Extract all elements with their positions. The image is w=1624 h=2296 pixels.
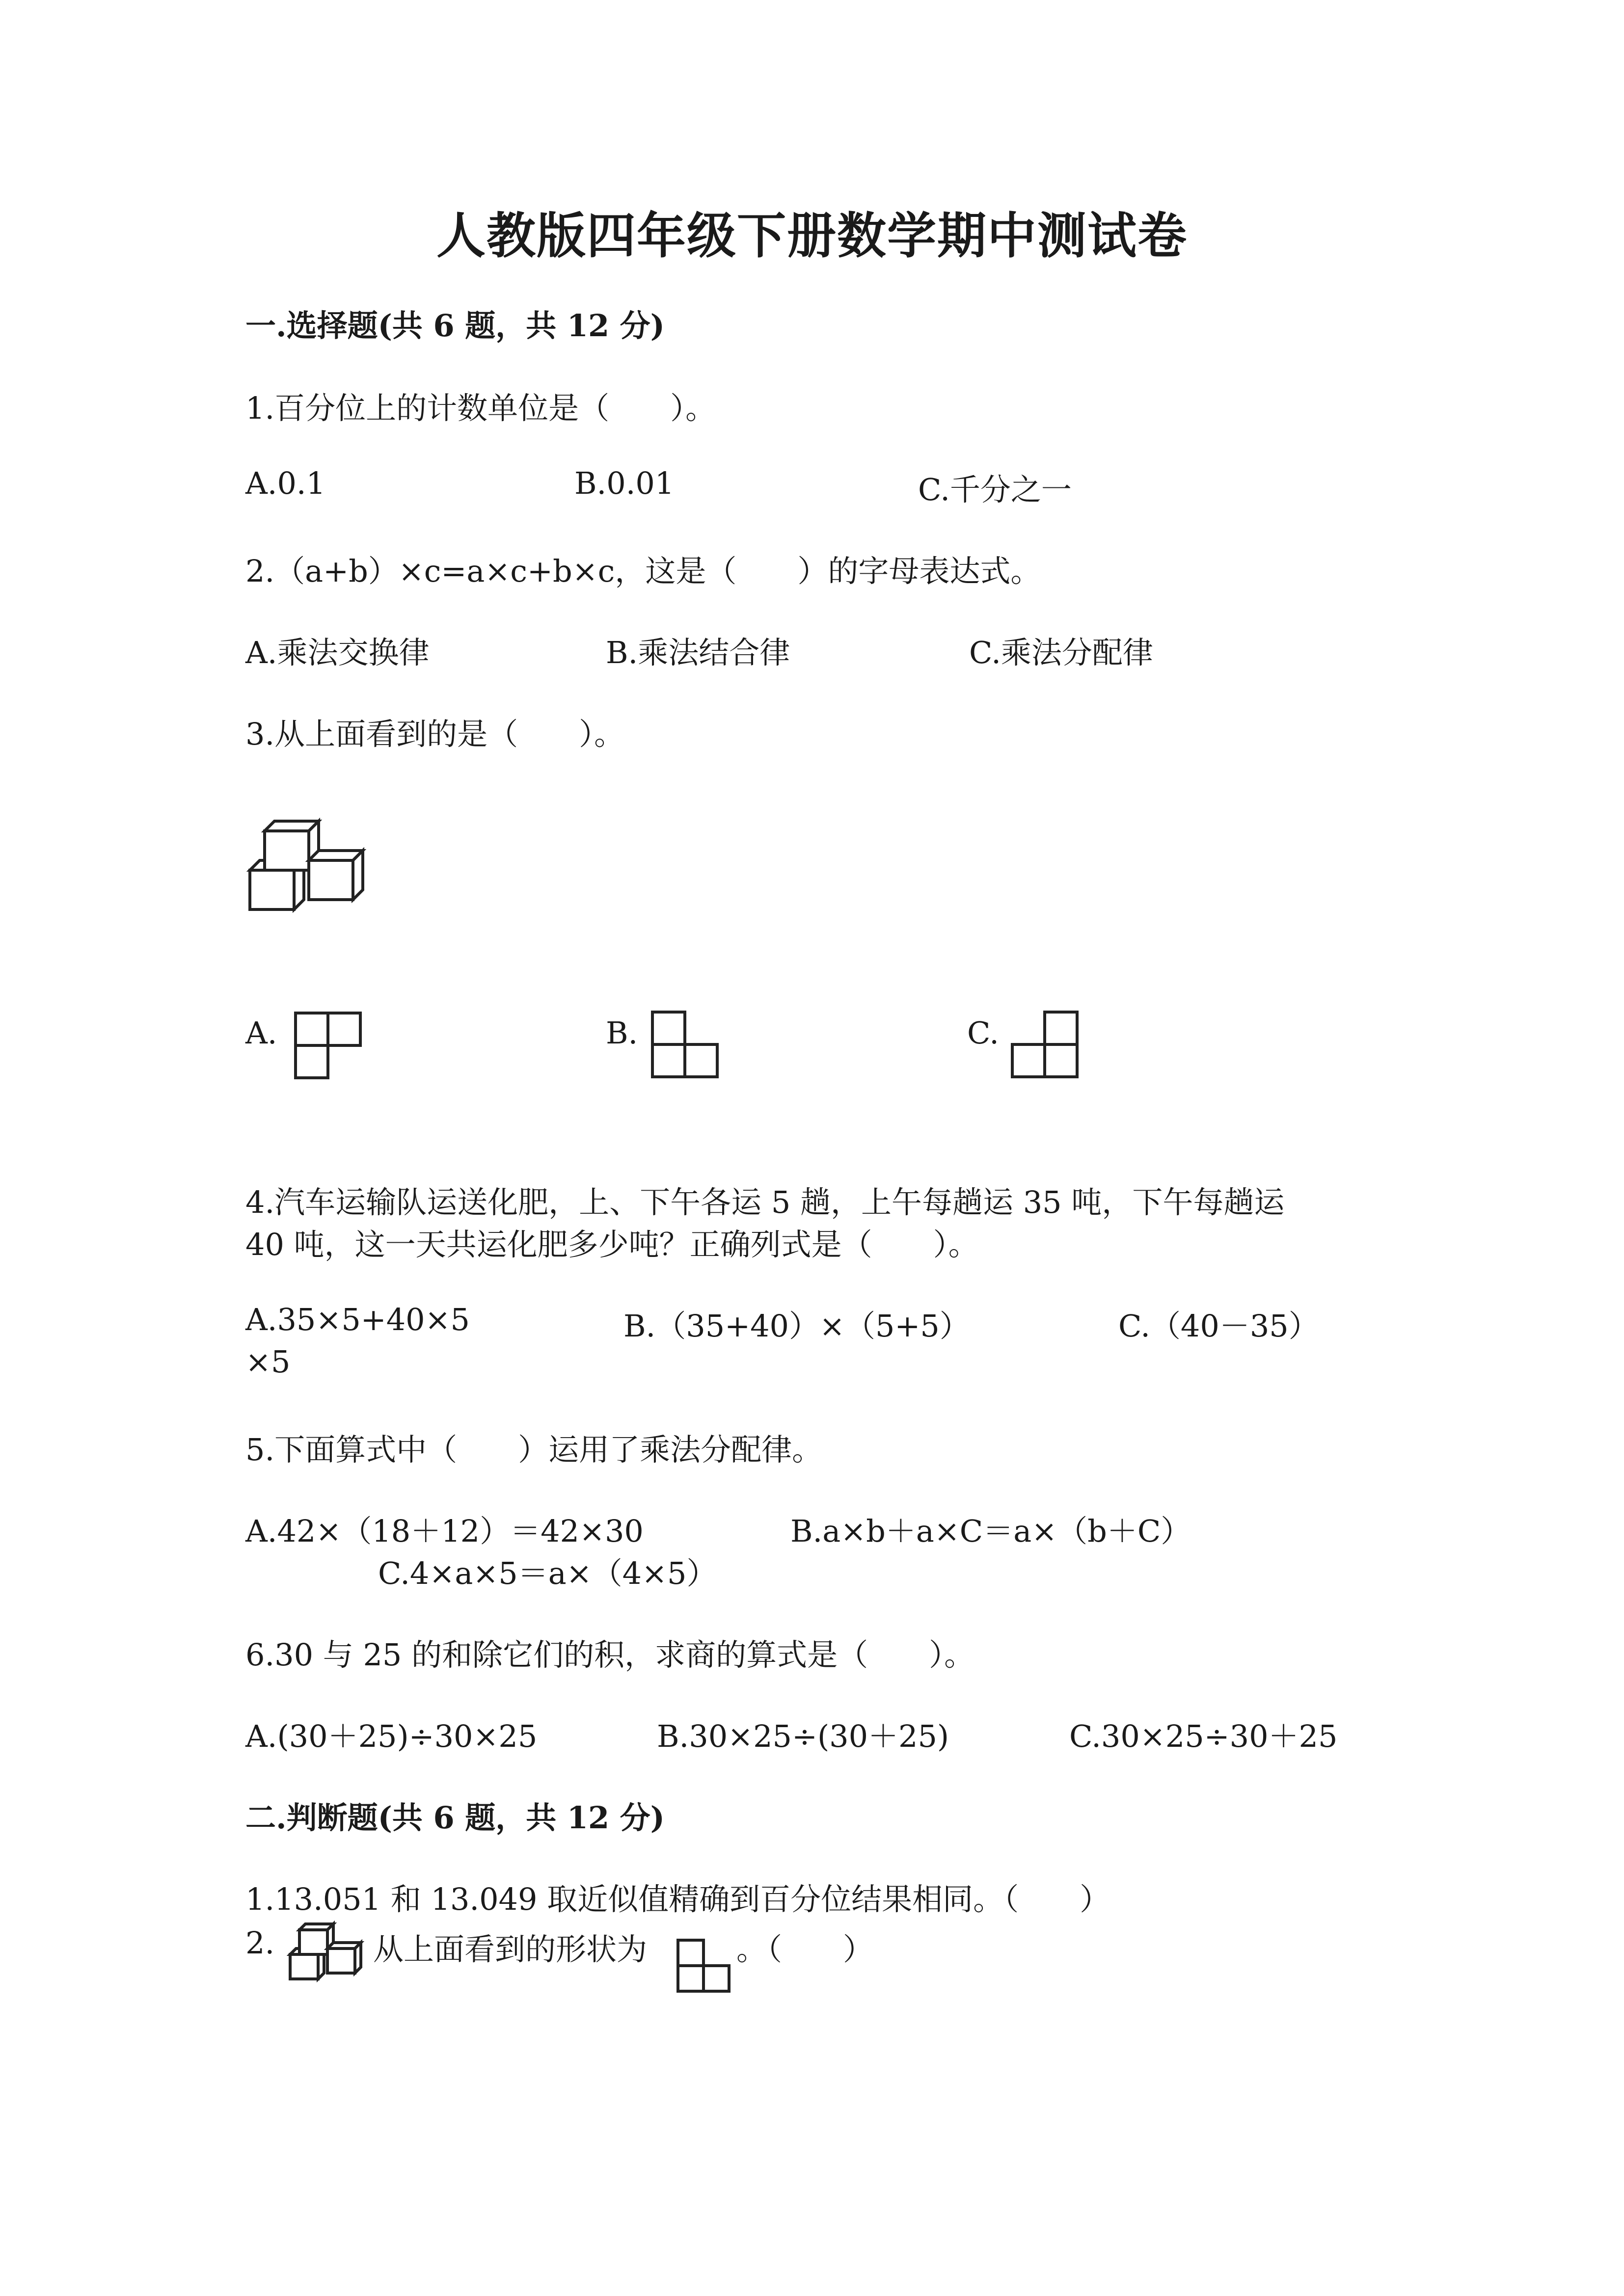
question-6-stem: 6.30 与 25 的和除它们的积，求商的算式是（ ）。 — [245, 1637, 975, 1673]
question-5-option-c: C.4×a×5＝a×（4×5） — [378, 1555, 717, 1591]
question-4-option-c-cont: ×5 — [245, 1344, 291, 1380]
small-cube-stack-figure — [289, 1922, 362, 1983]
judge-2-tail: 。（ ） — [736, 1931, 874, 1967]
question-5-option-a: A.42×（18＋12）＝42×30 — [245, 1513, 644, 1549]
question-6-option-c: C.30×25÷30＋25 — [1069, 1718, 1338, 1754]
question-5-option-b: B.a×b＋a×C＝a×（b＋C） — [790, 1513, 1191, 1549]
question-2-option-b: B.乘法结合律 — [606, 635, 790, 670]
question-4-option-a: A.35×5+40×5 — [245, 1302, 470, 1337]
question-6-option-b: B.30×25÷(30＋25) — [657, 1718, 949, 1754]
question-5-stem: 5.下面算式中（ ）运用了乘法分配律。 — [245, 1432, 823, 1468]
section-heading-judge: 二.判断题(共 6 题，共 12 分) — [245, 1800, 665, 1836]
top-view-shape-c — [1010, 1010, 1079, 1079]
question-4-stem-line2: 40 吨，这一天共运化肥多少吨？正确列式是（ ）。 — [245, 1227, 979, 1262]
question-3-option-c: C. — [967, 1015, 999, 1051]
question-6-option-a: A.(30＋25)÷30×25 — [245, 1718, 538, 1754]
small-top-view-shape — [677, 1939, 731, 1993]
question-3-option-a: A. — [245, 1015, 277, 1051]
judge-2-text: 从上面看到的形状为 — [373, 1931, 648, 1967]
question-1-option-c: C.千分之一 — [918, 472, 1072, 507]
question-1-option-a: A.0.1 — [245, 465, 326, 501]
question-1-option-b: B.0.01 — [574, 465, 675, 501]
judge-2-number: 2. — [245, 1925, 275, 1961]
top-view-shape-b — [650, 1010, 719, 1079]
question-2-option-a: A.乘法交换律 — [245, 635, 430, 670]
page-title: 人教版四年级下册数学期中测试卷 — [436, 207, 1188, 265]
section-heading-choice: 一.选择题(共 6 题，共 12 分) — [245, 308, 665, 344]
judge-1-stem: 1.13.051 和 13.049 取近似值精确到百分位结果相同。（ ） — [245, 1881, 1110, 1917]
top-view-shape-a — [294, 1011, 362, 1080]
cube-stack-figure — [248, 817, 366, 915]
question-1-stem: 1.百分位上的计数单位是（ ）。 — [245, 390, 716, 426]
question-4-option-b: B.（35+40）×（5+5） — [623, 1308, 970, 1344]
question-2-stem: 2.（a+b）×c=a×c+b×c，这是（ ）的字母表达式。 — [245, 553, 1041, 589]
question-3-option-b: B. — [606, 1015, 638, 1051]
question-4-stem-line1: 4.汽车运输队运送化肥，上、下午各运 5 趟，上午每趟运 35 吨，下午每趟运 — [245, 1184, 1285, 1220]
question-4-option-c: C.（40－35） — [1118, 1308, 1319, 1344]
question-2-option-c: C.乘法分配律 — [969, 635, 1153, 670]
question-3-stem: 3.从上面看到的是（ ）。 — [245, 716, 625, 752]
